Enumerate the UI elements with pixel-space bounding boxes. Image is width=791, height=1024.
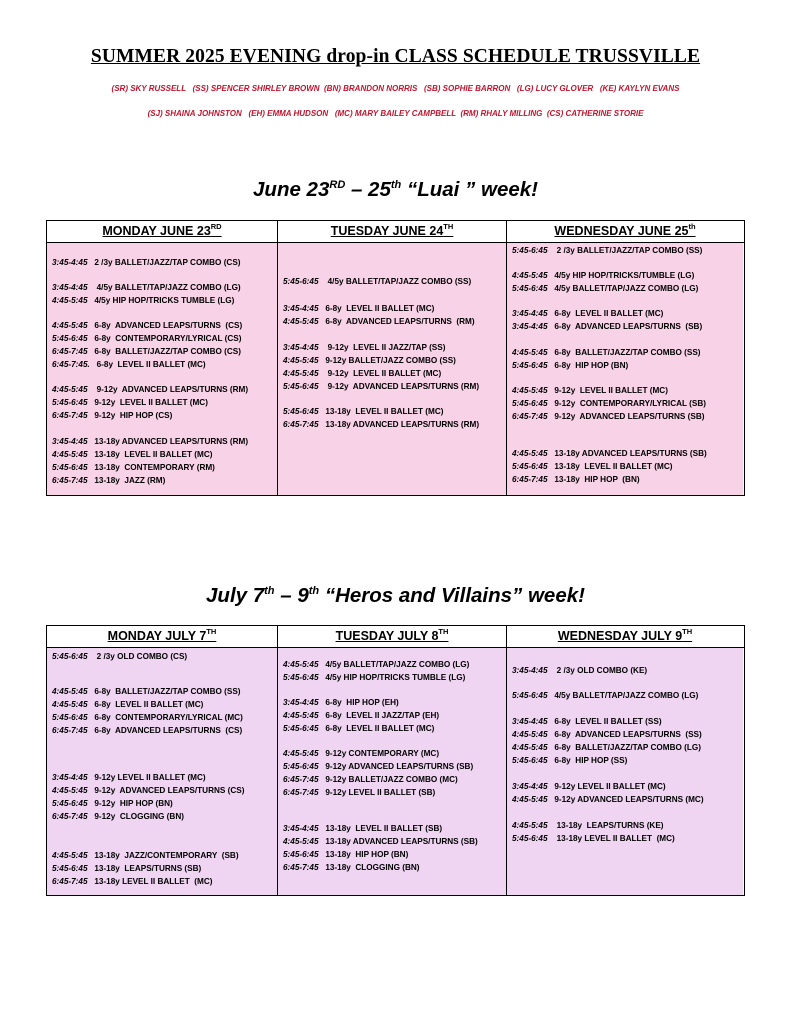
class-description: 6-8y BALLET/JAZZ/TAP COMBO (CS) [94, 347, 241, 356]
class-entry [52, 385, 248, 395]
class-description: 13-18y ADVANCED LEAPS/TURNS (SB) [554, 449, 707, 458]
class-time: 3:45-4:45 [52, 437, 88, 446]
class-description: 6-8y HIP HOP (BN) [554, 361, 629, 370]
class-time: 4:45-5:45 [512, 386, 548, 395]
class-entry [52, 347, 241, 357]
teacher-key-line-2: (SJ) SHAINA JOHNSTON (EH) EMMA HUDSON (MC) MARY BAILEY CAMPBELL (RM) RHALY MILLING (CS) CATHERINE STORIE [147, 109, 644, 118]
class-time: 6:45-7:45 [283, 788, 319, 797]
week-2-heading-theme: “Heros and Villains” week! [319, 584, 585, 607]
week-2-heading [0, 584, 791, 608]
class-time: 3:45-4:45 [52, 773, 88, 782]
class-time: 6:45-7:45. [52, 360, 90, 369]
class-entry [52, 321, 242, 331]
week-1-heading-end: – 25 [345, 178, 391, 201]
class-entry [52, 296, 234, 306]
class-description: 9-12y LEVEL II BALLET (MC) [554, 386, 668, 395]
class-description: 13-18y ADVANCED LEAPS/TURNS (RM) [94, 437, 249, 446]
class-entry [283, 343, 445, 353]
class-description: 6-8y LEVEL II BALLET (MC) [325, 724, 435, 733]
class-time: 4:45-5:45 [283, 317, 319, 326]
class-entry [512, 782, 666, 792]
class-time: 4:45-5:45 [52, 450, 88, 459]
class-description: 13-18y CONTEMPORARY (RM) [94, 463, 215, 472]
class-entry [512, 756, 627, 766]
class-time: 5:45-6:45 [283, 407, 319, 416]
class-time: 5:45-6:45 [283, 762, 319, 771]
day-column-wednesday [507, 243, 743, 495]
class-time: 4:45-5:45 [512, 743, 548, 752]
day-header-text: TUESDAY JUNE 24 [330, 224, 444, 238]
class-time: 5:45-6:45 [512, 284, 548, 293]
class-time: 5:45-6:45 [512, 399, 548, 408]
class-description: 6-8y LEVEL II JAZZ/TAP (EH) [325, 711, 440, 720]
class-entry [512, 730, 702, 740]
class-time: 5:45-6:45 [52, 463, 88, 472]
day-header-wednesday [507, 626, 743, 647]
day-header-text: MONDAY JULY 7 [107, 629, 207, 643]
class-entry [283, 724, 434, 734]
page-title: SUMMER 2025 EVENING drop-in CLASS SCHEDULE TRUSSVILLE [90, 46, 701, 67]
class-description: 4/5y HIP HOP/TRICKS/TUMBLE (LG) [554, 271, 695, 280]
class-description: 6-8y BALLET/JAZZ/TAP COMBO (SS) [554, 348, 701, 357]
week-1-heading-start: June 23 [253, 178, 330, 201]
class-time: 3:45-4:45 [512, 322, 548, 331]
day-header-suffix: TH [443, 222, 454, 231]
class-entry [512, 475, 640, 485]
class-time: 4:45-5:45 [52, 687, 88, 696]
class-description: 9-12y CLOGGING (BN) [94, 812, 184, 821]
class-time: 3:45-4:45 [283, 304, 319, 313]
week-1-schedule-table [46, 220, 745, 496]
week-1-heading [0, 178, 791, 202]
class-entry [512, 462, 672, 472]
class-description: 6-8y HIP HOP (EH) [325, 698, 399, 707]
class-description: 6-8y ADVANCED LEAPS/TURNS (SS) [554, 730, 702, 739]
class-entry [512, 284, 698, 294]
week-2-heading-end-suffix: th [308, 585, 320, 598]
class-entry [512, 322, 702, 332]
class-description: 6-8y LEVEL II BALLET (MC) [96, 360, 206, 369]
class-description: 6-8y LEVEL II BALLET (SS) [554, 717, 662, 726]
class-description: 2 /3y OLD COMBO (KE) [554, 666, 648, 675]
class-description: 9-12y CONTEMPORARY/LYRICAL (SB) [554, 399, 706, 408]
class-entry [283, 762, 473, 772]
class-entry [283, 824, 442, 834]
class-description: 4/5y BALLET/TAP/JAZZ COMBO (LG) [94, 283, 241, 292]
class-entry [52, 687, 241, 697]
class-time: 4:45-5:45 [512, 795, 548, 804]
class-time: 5:45-6:45 [512, 246, 548, 255]
day-header-text: WEDNESDAY JULY 9 [557, 629, 683, 643]
day-column-wednesday [507, 648, 743, 895]
class-time: 5:45-6:45 [512, 834, 548, 843]
class-description: 9-12y LEVEL II BALLET (MC) [325, 369, 442, 378]
day-header-text: WEDNESDAY JUNE 25 [554, 224, 689, 238]
week-2-schedule-table [46, 625, 745, 896]
class-description: 9-12y LEVEL II BALLET (MC) [554, 782, 666, 791]
week-2-heading-start-suffix: th [264, 585, 275, 598]
class-time: 6:45-7:45 [283, 420, 319, 429]
class-time: 3:45-4:45 [283, 343, 319, 352]
class-entry [52, 463, 215, 473]
class-entry [52, 283, 241, 293]
class-description: 9-12y LEVEL II BALLET (MC) [94, 773, 206, 782]
class-time: 5:45-6:45 [283, 277, 319, 286]
class-entry [52, 799, 173, 809]
class-time: 5:45-6:45 [283, 850, 319, 859]
class-entry [283, 304, 434, 314]
class-description: 13-18y LEVEL II BALLET (MC) [94, 877, 213, 886]
class-time: 6:45-7:45 [52, 347, 88, 356]
teacher-key-line-1: (SR) SKY RUSSELL (SS) SPENCER SHIRLEY BROWN (BN) BRANDON NORRIS (SB) SOPHIE BARRON (LG) LUCY GLOVER (KE) KAYLYN EVANS [111, 84, 680, 93]
class-description: 6-8y BALLET/JAZZ/TAP COMBO (LG) [554, 743, 701, 752]
class-entry [512, 449, 707, 459]
class-time: 4:45-5:45 [512, 449, 548, 458]
class-time: 4:45-5:45 [512, 271, 548, 280]
class-entry [512, 309, 663, 319]
class-description: 6-8y LEVEL II BALLET (MC) [554, 309, 664, 318]
class-entry [283, 673, 465, 683]
class-entry [52, 851, 239, 861]
class-entry [512, 821, 664, 831]
class-time: 4:45-5:45 [283, 369, 319, 378]
class-time: 5:45-6:45 [512, 462, 548, 471]
class-description: 6-8y LEVEL II BALLET (MC) [94, 700, 204, 709]
class-description: 4/5y HIP HOP/TRICKS TUMBLE (LG) [94, 296, 235, 305]
class-entry [283, 749, 439, 759]
class-entry [52, 864, 201, 874]
day-header-suffix: TH [682, 627, 693, 636]
class-entry [512, 795, 704, 805]
class-description: 6-8y ADVANCED LEAPS/TURNS (RM) [325, 317, 475, 326]
class-time: 4:45-5:45 [52, 385, 88, 394]
week-2-heading-start: July 7 [206, 584, 265, 607]
class-time: 5:45-6:45 [512, 756, 548, 765]
class-entry [283, 850, 408, 860]
class-time: 4:45-5:45 [52, 851, 88, 860]
class-time: 5:45-6:45 [52, 334, 88, 343]
class-entry [512, 399, 706, 409]
class-entry [283, 711, 439, 721]
class-description: 13-18y ADVANCED LEAPS/TURNS (SB) [325, 837, 478, 846]
class-time: 3:45-4:45 [52, 283, 88, 292]
class-description: 13-18y LEVEL II BALLET (SB) [325, 824, 443, 833]
class-time: 3:45-4:45 [52, 258, 88, 267]
class-entry [52, 713, 243, 723]
class-time: 5:45-6:45 [52, 652, 88, 661]
class-time: 5:45-6:45 [52, 398, 88, 407]
class-entry [512, 386, 668, 396]
class-time: 6:45-7:45 [512, 412, 548, 421]
class-entry [52, 726, 242, 736]
class-time: 4:45-5:45 [52, 321, 88, 330]
class-time: 4:45-5:45 [283, 660, 319, 669]
day-header-monday [47, 221, 278, 242]
class-entry [283, 356, 456, 366]
class-description: 13-18y LEVEL II BALLET (MC) [325, 407, 444, 416]
class-entry [52, 786, 244, 796]
class-entry [512, 691, 698, 701]
class-description: 9-12y ADVANCED LEAPS/TURNS (CS) [94, 786, 245, 795]
class-entry [512, 348, 701, 358]
class-time: 5:45-6:45 [52, 864, 88, 873]
class-entry [283, 698, 399, 708]
class-time: 6:45-7:45 [52, 411, 88, 420]
day-header-monday [47, 626, 278, 647]
class-entry [52, 773, 206, 783]
class-description: 13-18y LEVEL II BALLET (MC) [554, 834, 675, 843]
class-description: 13-18y LEVEL II BALLET (MC) [94, 450, 213, 459]
class-time: 6:45-7:45 [283, 775, 319, 784]
class-description: 2 /3y BALLET/JAZZ/TAP COMBO (SS) [554, 246, 703, 255]
class-entry [52, 812, 184, 822]
class-entry [52, 398, 208, 408]
class-time: 3:45-4:45 [283, 698, 319, 707]
class-time: 4:45-5:45 [283, 837, 319, 846]
class-time: 4:45-5:45 [52, 786, 88, 795]
class-description: 13-18y JAZZ (RM) [94, 476, 166, 485]
class-time: 4:45-5:45 [512, 348, 548, 357]
class-description: 9-12y LEVEL II BALLET (MC) [94, 398, 208, 407]
class-entry [52, 360, 206, 370]
class-description: 9-12y ADVANCED LEAPS/TURNS (RM) [94, 385, 249, 394]
class-description: 6-8y CONTEMPORARY/LYRICAL (CS) [94, 334, 242, 343]
class-description: 13-18y HIP HOP (BN) [325, 850, 409, 859]
class-time: 6:45-7:45 [52, 877, 88, 886]
class-entry [512, 834, 675, 844]
class-description: 13-18y JAZZ/CONTEMPORARY (SB) [94, 851, 239, 860]
day-column-monday [47, 648, 278, 895]
class-description: 9-12y CONTEMPORARY (MC) [325, 749, 440, 758]
class-time: 3:45-4:45 [512, 717, 548, 726]
class-description: 6-8y BALLET/JAZZ/TAP COMBO (SS) [94, 687, 241, 696]
class-time: 4:45-5:45 [52, 700, 88, 709]
day-column-tuesday [278, 648, 507, 895]
class-description: 9-12y LEVEL II BALLET (SB) [325, 788, 436, 797]
class-entry [283, 863, 420, 873]
class-entry [512, 743, 701, 753]
class-description: 9-12y BALLET/JAZZ COMBO (SS) [325, 356, 456, 365]
class-entry [512, 666, 647, 676]
class-description: 4/5y BALLET/TAP/JAZZ COMBO (SS) [325, 277, 472, 286]
class-description: 6-8y CONTEMPORARY/LYRICAL (MC) [94, 713, 243, 722]
class-time: 4:45-5:45 [283, 749, 319, 758]
class-entry [52, 437, 248, 447]
class-time: 6:45-7:45 [283, 863, 319, 872]
class-entry [512, 246, 702, 256]
day-column-tuesday [278, 243, 507, 495]
class-description: 9-12y ADVANCED LEAPS/TURNS (SB) [325, 762, 474, 771]
class-time: 5:45-6:45 [283, 673, 319, 682]
class-description: 13-18y LEVEL II BALLET (MC) [554, 462, 673, 471]
class-time: 6:45-7:45 [52, 726, 88, 735]
class-entry [52, 700, 203, 710]
day-header-wednesday [507, 221, 743, 242]
class-time: 5:45-6:45 [283, 724, 319, 733]
day-header-suffix: th [688, 222, 696, 231]
day-column-monday [47, 243, 278, 495]
class-entry [52, 450, 212, 460]
class-time: 5:45-6:45 [512, 361, 548, 370]
class-description: 9-12y ADVANCED LEAPS/TURNS (MC) [554, 795, 704, 804]
class-time: 6:45-7:45 [52, 476, 88, 485]
class-entry [283, 369, 441, 379]
class-description: 9-12y ADVANCED LEAPS/TURNS (RM) [325, 382, 480, 391]
class-entry [283, 277, 471, 287]
class-time: 3:45-4:45 [512, 782, 548, 791]
day-header-text: TUESDAY JULY 8 [335, 629, 439, 643]
class-entry [52, 334, 241, 344]
class-description: 9-12y ADVANCED LEAPS/TURNS (SB) [554, 412, 705, 421]
day-header-text: MONDAY JUNE 23 [102, 224, 211, 238]
class-description: 6-8y ADVANCED LEAPS/TURNS (CS) [94, 726, 243, 735]
week-2-body-row [47, 648, 744, 895]
class-description: 2 /3y BALLET/JAZZ/TAP COMBO (CS) [94, 258, 241, 267]
class-description: 6-8y ADVANCED LEAPS/TURNS (CS) [94, 321, 243, 330]
day-header-tuesday [278, 626, 507, 647]
class-description: 9-12y BALLET/JAZZ COMBO (MC) [325, 775, 458, 784]
class-description: 13-18y ADVANCED LEAPS/TURNS (RM) [325, 420, 480, 429]
class-entry [283, 775, 458, 785]
class-description: 9-12y HIP HOP (CS) [94, 411, 173, 420]
class-description: 2 /3y OLD COMBO (CS) [94, 652, 188, 661]
class-description: 4/5y BALLET/TAP/JAZZ COMBO (LG) [554, 691, 699, 700]
week-1-header-row [47, 221, 744, 243]
week-1-heading-start-suffix: RD [329, 179, 346, 192]
week-1-heading-end-suffix: th [390, 179, 402, 192]
class-entry [283, 317, 475, 327]
class-time: 5:45-6:45 [283, 382, 319, 391]
class-entry [512, 717, 662, 727]
class-time: 3:45-4:45 [283, 824, 319, 833]
class-description: 4/5y BALLET/TAP/JAZZ COMBO (LG) [554, 284, 699, 293]
class-description: 6-8y ADVANCED LEAPS/TURNS (SB) [554, 322, 703, 331]
class-time: 6:45-7:45 [512, 475, 548, 484]
class-description: 9-12y HIP HOP (BN) [94, 799, 173, 808]
class-time: 5:45-6:45 [52, 799, 88, 808]
class-entry [52, 258, 241, 268]
class-time: 6:45-7:45 [52, 812, 88, 821]
class-description: 6-8y HIP HOP (SS) [554, 756, 628, 765]
week-1-body-row [47, 243, 744, 495]
class-time: 5:45-6:45 [52, 713, 88, 722]
week-2-header-row [47, 626, 744, 648]
class-description: 4/5y HIP HOP/TRICKS TUMBLE (LG) [325, 673, 466, 682]
day-header-suffix: RD [210, 222, 222, 231]
class-description: 4/5y BALLET/TAP/JAZZ COMBO (LG) [325, 660, 470, 669]
day-header-suffix: TH [206, 627, 217, 636]
class-time: 4:45-5:45 [52, 296, 88, 305]
class-entry [283, 837, 478, 847]
class-description: 6-8y LEVEL II BALLET (MC) [325, 304, 435, 313]
class-entry [283, 420, 479, 430]
class-description: 13-18y LEAPS/TURNS (SB) [94, 864, 202, 873]
class-entry [512, 271, 694, 281]
class-description: 13-18y LEAPS/TURNS (KE) [554, 821, 664, 830]
class-time: 5:45-6:45 [512, 691, 548, 700]
class-time: 4:45-5:45 [512, 730, 548, 739]
class-entry [283, 660, 469, 670]
class-time: 4:45-5:45 [512, 821, 548, 830]
class-time: 4:45-5:45 [283, 711, 319, 720]
class-description: 9-12y LEVEL II JAZZ/TAP (SS) [325, 343, 446, 352]
class-entry [283, 382, 479, 392]
day-header-suffix: TH [438, 627, 449, 636]
class-entry [512, 412, 704, 422]
class-description: 13-18y HIP HOP (BN) [554, 475, 640, 484]
class-entry [283, 407, 443, 417]
class-entry [283, 788, 435, 798]
class-time: 3:45-4:45 [512, 666, 548, 675]
class-entry [52, 877, 212, 887]
class-time: 3:45-4:45 [512, 309, 548, 318]
week-2-heading-end: – 9 [274, 584, 309, 607]
class-entry [52, 411, 172, 421]
class-description: 13-18y CLOGGING (BN) [325, 863, 420, 872]
class-entry [52, 476, 165, 486]
day-header-tuesday [278, 221, 507, 242]
week-1-heading-theme: “Luai ” week! [401, 178, 538, 201]
class-entry [52, 652, 187, 662]
class-entry [512, 361, 628, 371]
class-time: 4:45-5:45 [283, 356, 319, 365]
